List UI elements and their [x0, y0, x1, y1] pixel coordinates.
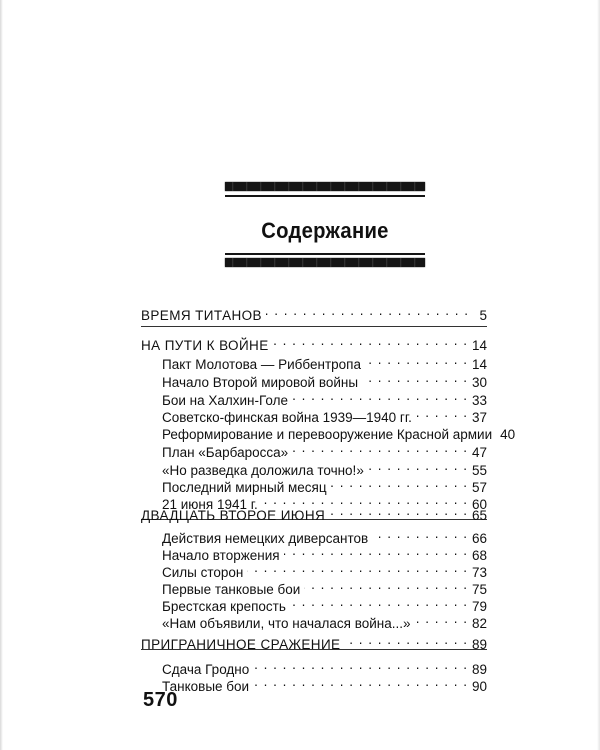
toc-item-label: Действия немецких диверсантов — [162, 531, 369, 546]
toc-page-number: 33 — [471, 393, 487, 408]
toc-page-number: 89 — [471, 637, 487, 652]
toc-item-label: Начало вторжения — [162, 548, 280, 563]
toc-page-number: 57 — [471, 480, 487, 495]
toc-item-label: Реформирование и перевооружение Красной армии — [162, 427, 493, 442]
toc-item-label: Бои на Халхин-Голе — [162, 393, 289, 408]
toc-page-number: 30 — [471, 375, 487, 390]
toc-section-2[interactable] — [141, 331, 487, 353]
toc-item-label: Сдача Гродно — [162, 662, 250, 677]
toc-page-number: 14 — [471, 357, 487, 372]
dot-leader — [292, 438, 468, 457]
toc-section-3[interactable] — [141, 501, 487, 523]
toc-page-number: 60 — [471, 497, 487, 512]
toc-item-label: 21 июня 1941 г. — [162, 497, 258, 512]
toc-page-number: 73 — [471, 565, 487, 580]
toc-item[interactable] — [162, 350, 487, 372]
toc-page-number: 47 — [471, 445, 487, 460]
toc-item[interactable] — [162, 609, 487, 631]
toc-item-label: Силы сторон — [162, 565, 244, 580]
toc-page-number: 68 — [471, 548, 487, 563]
page-title: Содержание — [261, 218, 389, 243]
toc-section-4[interactable] — [141, 630, 487, 652]
toc-item[interactable] — [162, 438, 487, 460]
toc-page-number: 65 — [471, 508, 487, 523]
toc-item[interactable] — [162, 420, 516, 442]
toc-item-label: Первые танковые бои — [162, 582, 301, 597]
toc-page-number: 90 — [471, 679, 487, 694]
toc-section-label: НА ПУТИ К ВОЙНЕ — [141, 338, 269, 353]
toc-item-label: Начало Второй мировой войны — [162, 375, 359, 390]
toc-item-label: План «Барбаросса» — [162, 445, 289, 460]
dot-leader — [329, 501, 468, 520]
dot-leader — [253, 672, 468, 691]
toc-page-number: 79 — [471, 599, 487, 614]
dot-leader — [365, 350, 468, 369]
toc-page-number: 89 — [471, 662, 487, 677]
scan-edge-left — [0, 0, 3, 750]
toc-page-number: 14 — [471, 338, 487, 353]
toc-section-label: ДВАДЦАТЬ ВТОРОЕ ИЮНЯ — [141, 508, 326, 523]
dot-leader — [344, 630, 468, 649]
page-number: 570 — [143, 689, 178, 711]
title-rule-top — [225, 182, 425, 198]
toc-page-number: 66 — [471, 531, 487, 546]
dot-leader — [266, 301, 469, 320]
toc-page-number: 55 — [471, 463, 487, 478]
toc-item[interactable] — [162, 672, 487, 694]
toc-item-label: Советско-финская война 1939—1940 гг. — [162, 410, 412, 425]
toc-section-1[interactable] — [141, 301, 487, 323]
toc-page-number: 75 — [471, 582, 487, 597]
toc-item-label: «Нам объявили, что началася война...» — [162, 616, 411, 631]
dot-leader — [415, 609, 468, 628]
toc-page-number: 5 — [479, 308, 487, 323]
toc-page-number: 40 — [500, 427, 516, 442]
toc-page-number: 37 — [471, 410, 487, 425]
dot-leader — [273, 331, 468, 350]
section-divider — [141, 326, 487, 327]
toc-section-label: ВРЕМЯ ТИТАНОВ — [141, 308, 262, 323]
toc-item-label: Танковые бои — [162, 679, 250, 694]
toc-item-label: Брестская крепость — [162, 599, 286, 614]
dot-leader — [362, 368, 468, 387]
toc-item-label: «Но разведка доложила точно!» — [162, 463, 364, 478]
toc-page-number: 82 — [471, 616, 487, 631]
toc-item-label: Пакт Молотова — Риббентропа — [162, 357, 361, 372]
toc-item-label: Последний мирный месяц — [162, 480, 327, 495]
toc-item[interactable] — [162, 368, 487, 390]
title-rule-bottom — [225, 253, 425, 273]
toc-section-label: ПРИГРАНИЧНОЕ СРАЖЕНИЕ — [141, 637, 341, 652]
